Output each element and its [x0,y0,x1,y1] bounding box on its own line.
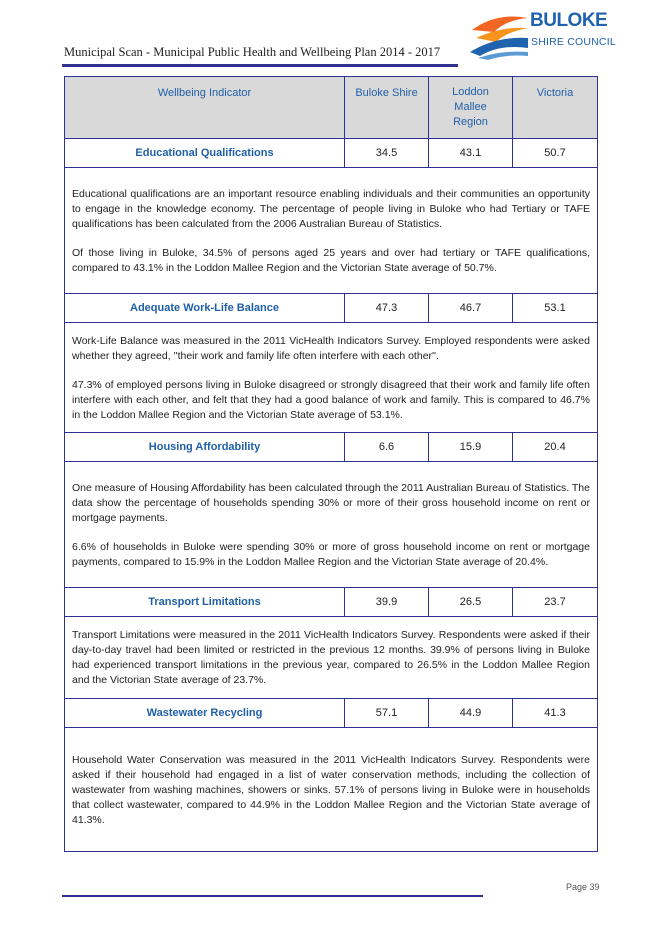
buloke-value: 34.5 [345,139,429,168]
loddon-value: 26.5 [429,588,513,617]
victoria-value: 41.3 [513,699,598,728]
indicator-name: Transport Limitations [65,588,345,617]
victoria-value: 23.7 [513,588,598,617]
description-paragraph: Of those living in Buloke, 34.5% of persons aged 25 years and over had tertiary or TAFE qualifications, compared to 43.1% in the Loddon Mallee Region and the Victorian State average of 50.7%. [72,246,590,274]
logo-wordmark: BULOKE [530,10,608,31]
table-row [65,139,598,168]
description-row [65,168,598,294]
victoria-value: 20.4 [513,433,598,462]
page-number: Page 39 [566,882,600,892]
buloke-value: 47.3 [345,294,429,323]
indicator-description [65,168,598,294]
loddon-value: 15.9 [429,433,513,462]
indicator-name: Adequate Work-Life Balance [65,294,345,323]
header-divider [62,64,458,67]
document-header-title: Municipal Scan - Municipal Public Health and Wellbeing Plan 2014 - 2017 [64,45,441,59]
description-paragraph: Household Water Conservation was measured in the 2011 VicHealth Indicators Survey. Respondents were asked if their household had engaged in a list of water conservation methods, including the collection of wastewater from washing machines, showers or sinks. 57.1% of persons living in Buloke were in households that collect wastewater, compared to 44.9% in the Loddon Mallee Region and the Victorian State average of 41.3%. [72,753,590,826]
description-row [65,323,598,433]
description-paragraph: Work-Life Balance was measured in the 2011 VicHealth Indicators Survey. Employed respondents were asked whether they agreed, ''their work and family life often interfere with each other''. [72,334,590,362]
column-header-buloke: Buloke Shire [345,77,429,139]
loddon-value: 46.7 [429,294,513,323]
indicator-description [65,323,598,433]
description-paragraph: Transport Limitations were measured in the 2011 VicHealth Indicators Survey. Respondents were asked if their day-to-day travel had been limited or restricted in the previous 12 months. 39.9% of persons living in Buloke had experienced transport limitations in the previous year, compared to 26.5% in the Loddon Mallee Region and the Victorian State average of 23.7%. [72,629,590,686]
buloke-value: 6.6 [345,433,429,462]
indicator-description [65,462,598,588]
table-row [65,433,598,462]
table-row [65,588,598,617]
description-paragraph: 47.3% of employed persons living in Buloke disagreed or strongly disagreed that their work and family life often interfere with each other, and felt that they had a good balance of work and family. This is compared to 46.7% in the Loddon Mallee Region and the Victorian State average of 53.1%. [72,378,590,421]
indicator-name: Educational Qualifications [65,139,345,168]
footer-divider [62,895,483,897]
table-row [65,294,598,323]
buloke-value: 39.9 [345,588,429,617]
indicator-description [65,617,598,699]
description-row [65,728,598,852]
column-header-indicator: Wellbeing Indicator [65,77,345,139]
indicator-description [65,728,598,852]
description-row [65,617,598,699]
description-row [65,462,598,588]
indicator-name: Housing Affordability [65,433,345,462]
logo-subtitle: SHIRE COUNCIL [531,36,616,48]
description-paragraph: One measure of Housing Affordability has been calculated through the 2011 Australian Bureau of Statistics. The data show the percentage of households spending 30% or more of their gross household income on rent or mortgage payments. [72,481,590,524]
wellbeing-indicator-table [64,76,598,852]
victoria-value: 50.7 [513,139,598,168]
description-paragraph: Educational qualifications are an important resource enabling individuals and their communities an opportunity to engage in the knowledge economy. The percentage of people living in Buloke who had Tertiary or TAFE qualifications has been calculated from the 2006 Australian Bureau of Statistics. [72,187,590,230]
buloke-value: 57.1 [345,699,429,728]
victoria-value: 53.1 [513,294,598,323]
loddon-value: 44.9 [429,699,513,728]
column-header-victoria: Victoria [513,77,598,139]
loddon-value: 43.1 [429,139,513,168]
column-header-loddon: Loddon Mallee Region [429,77,513,139]
table-header-row [65,77,598,139]
table-row [65,699,598,728]
description-paragraph: 6.6% of households in Buloke were spending 30% or more of gross household income on rent or mortgage payments, compared to 15.9% in the Loddon Mallee Region and the Victorian State average of 20.4%. [72,540,590,568]
indicator-name: Wastewater Recycling [65,699,345,728]
